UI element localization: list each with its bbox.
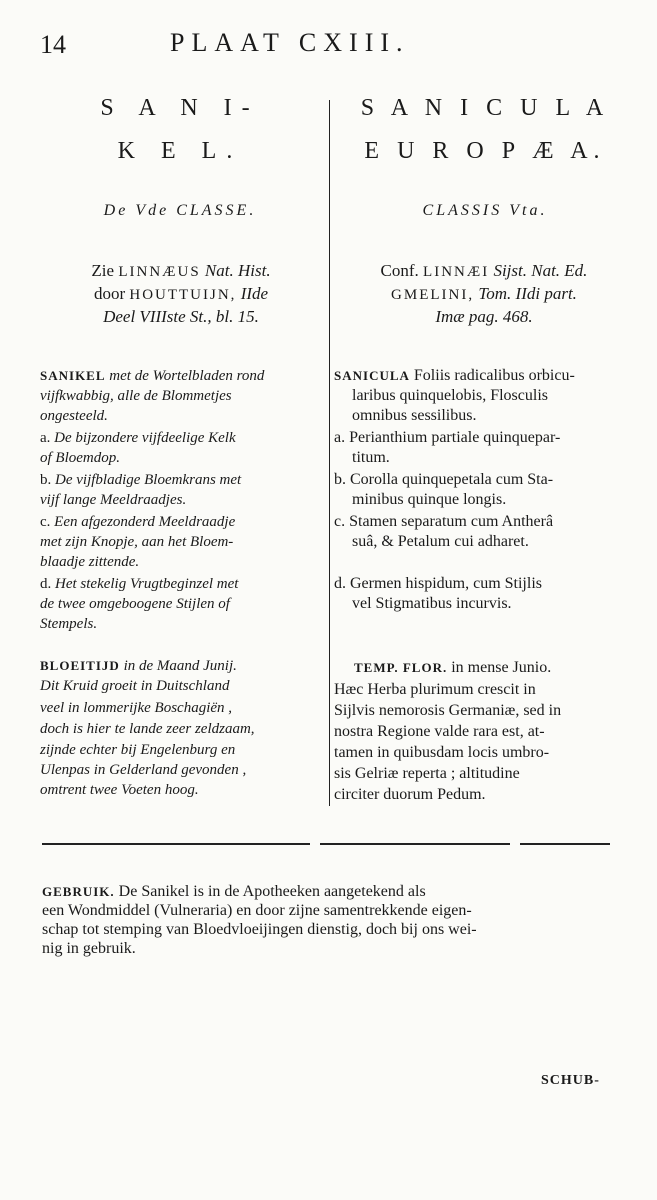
separator-rule xyxy=(42,843,310,845)
latin-description-line: titum. xyxy=(352,449,390,466)
dutch-flowering-line: BLOEITIJD in de Maand Junij. xyxy=(40,658,237,674)
latin-description-line: minibus quinque longis. xyxy=(352,491,507,508)
latin-flowering-line: tamen in quibusdam locis umbro- xyxy=(334,744,550,761)
latin-reference xyxy=(334,260,634,328)
latin-reference-line-1: Conf. LINNÆI Sijst. Nat. Ed. xyxy=(380,261,588,280)
latin-description-line: omnibus sessilibus. xyxy=(352,407,477,424)
latin-flowering-line: Sijlvis nemorosis Germaniæ, sed in xyxy=(334,702,562,719)
latin-title-line-1: S A N I C U L A xyxy=(360,95,610,121)
plate-title: PLAAT CXIII. xyxy=(170,28,410,57)
latin-description-line: laribus quinquelobis, Flosculis xyxy=(352,387,548,404)
separator-rule xyxy=(520,843,610,845)
dutch-flowering-line: doch is hier te lande zeer zeldzaam, xyxy=(40,721,255,737)
latin-flowering-line: nostra Regione valde rara est, at- xyxy=(334,723,545,740)
latin-flowering-line: Hæc Herba plurimum crescit in xyxy=(334,681,536,698)
dutch-description-line: blaadje zittende. xyxy=(40,554,140,570)
dutch-description-line: de twee omgeboogene Stijlen of xyxy=(40,596,230,612)
dutch-description-line: vijfkwabbig, alle de Blommetjes xyxy=(40,388,232,404)
dutch-description-line: d. Het stekelig Vrugtbeginzel met xyxy=(40,576,239,592)
latin-description-line: b. Corolla quinquepetala cum Sta- xyxy=(334,471,554,488)
dutch-description-line: SANIKEL met de Wortelbladen rond xyxy=(40,368,265,384)
usage-line: GEBRUIK. De Sanikel is in de Apotheeken aangetekend als xyxy=(42,883,426,900)
column-divider xyxy=(329,100,330,806)
dutch-flowering-line: omtrent twee Voeten hoog. xyxy=(40,782,199,798)
dutch-description-line: b. De vijfbladige Bloemkrans met xyxy=(40,472,242,488)
latin-description-line: suâ, & Petalum cui adharet. xyxy=(352,533,529,550)
latin-description-line: SANICULA Foliis radicalibus orbicu- xyxy=(334,367,575,384)
dutch-flowering-line: zijnde echter bij Engelenburg en xyxy=(40,742,236,758)
catch-word: SCHUB- xyxy=(541,1073,600,1088)
page-number: 14 xyxy=(40,30,66,59)
latin-flowering-line: sis Gelriæ reperta ; altitudine xyxy=(334,765,520,782)
latin-flowering-line: TEMP. FLOR. in mense Junio. xyxy=(354,659,552,676)
dutch-description-line: c. Een afgezonderd Meeldraadje xyxy=(40,514,236,530)
usage-line: een Wondmiddel (Vulneraria) en door zijne samentrekkende eigen- xyxy=(42,902,472,919)
latin-description-line: vel Stigmatibus incurvis. xyxy=(352,595,512,612)
latin-reference-line-3: Imæ pag. 468. xyxy=(435,307,533,326)
dutch-description-line: ongesteeld. xyxy=(40,408,108,424)
latin-description-line: a. Perianthium partiale quinquepar- xyxy=(334,429,561,446)
separator-rule xyxy=(320,843,510,845)
dutch-description-line: Stempels. xyxy=(40,616,98,632)
dutch-reference-line-3: Deel VIIIste St., bl. 15. xyxy=(103,307,259,326)
dutch-reference-line-1: Zie LINNÆUS Nat. Hist. xyxy=(91,261,271,280)
dutch-flowering-line: veel in lommerijke Boschagiën , xyxy=(40,700,233,716)
dutch-reference xyxy=(40,260,322,328)
dutch-flowering-line: Dit Kruid groeit in Duitschland xyxy=(40,678,230,694)
usage-line: nig in gebruik. xyxy=(42,940,136,957)
latin-class-label: CLASSIS Vta. xyxy=(422,202,548,219)
dutch-description-line: vijf lange Meeldraadjes. xyxy=(40,492,187,508)
dutch-flowering-line: Ulenpas in Gelderland gevonden , xyxy=(40,762,247,778)
dutch-class-label: De Vde CLASSE. xyxy=(103,202,257,219)
dutch-reference-line-2: door HOUTTUIJN, IIde xyxy=(93,284,269,303)
dutch-description-line: of Bloemdop. xyxy=(40,450,120,466)
latin-description-line: d. Germen hispidum, cum Stijlis xyxy=(334,575,542,592)
usage-line: schap tot stemping van Bloedvloeijingen dienstig, doch bij ons wei- xyxy=(42,921,477,938)
dutch-description-line: met zijn Knopje, aan het Bloem- xyxy=(40,534,234,550)
dutch-title-line-2: K E L. xyxy=(117,138,243,164)
latin-description-line: c. Stamen separatum cum Antherâ xyxy=(334,513,554,530)
dutch-description-line: a. De bijzondere vijfdeelige Kelk xyxy=(40,430,236,446)
latin-flowering-line: circiter duorum Pedum. xyxy=(334,786,486,803)
latin-reference-line-2: GMELINI, Tom. IIdi part. xyxy=(391,284,577,303)
latin-title-line-2: E U R O P Æ A. xyxy=(364,138,606,164)
dutch-title-line-1: S A N I- xyxy=(100,95,260,121)
